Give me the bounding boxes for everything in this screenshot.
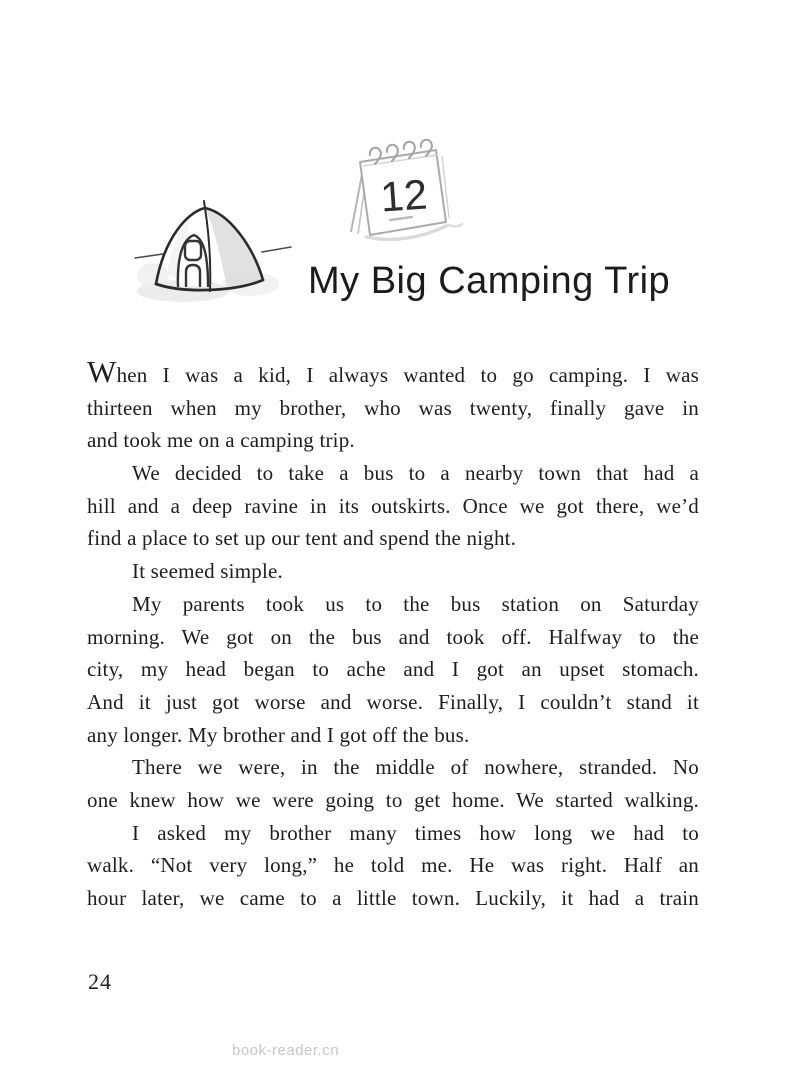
drop-cap: W (87, 359, 117, 389)
page-text (87, 359, 699, 915)
text-line: walk. “Not very long,” he told me. He was right. Half an (87, 853, 699, 878)
text-line: one knew how we were going to get home. We started walking. (87, 787, 699, 812)
text-line: When I was a kid, I always wanted to go camping. I was (87, 359, 699, 392)
text-line: I asked my brother many times how long we had to (132, 820, 699, 845)
text-line: city, my head began to ache and I got an upset stomach. (87, 657, 699, 682)
text-line: morning. We got on the bus and took off. Halfway to the (87, 624, 699, 649)
text-line: any longer. My brother and I got off the bus. (87, 722, 470, 747)
text-line: and took me on a camping trip. (87, 428, 355, 453)
tent-illustration (131, 194, 306, 309)
calendar-icon (336, 128, 471, 250)
text-line: It seemed simple. (132, 559, 283, 584)
text-line: There we were, in the middle of nowhere, stranded. No (132, 755, 699, 780)
text-line: thirteen when my brother, who was twenty, finally gave in (87, 395, 699, 420)
chapter-title: My Big Camping Trip (308, 260, 671, 302)
chapter-number: 12 (378, 170, 429, 221)
tent-icon (131, 194, 306, 309)
text-line: hour later, we came to a little town. Luckily, it had a train (87, 886, 699, 910)
text-line: And it just got worse and worse. Finally, I couldn’t stand it (87, 689, 699, 714)
text-line: My parents took us to the bus station on Saturday (132, 591, 699, 616)
page-number: 24 (88, 969, 112, 994)
chapter-calendar (336, 128, 471, 250)
watermark: book-reader.cn (232, 1042, 340, 1059)
text-line: hill and a deep ravine in its outskirts. Once we got there, we’d (87, 493, 699, 518)
text-line: We decided to take a bus to a nearby town that had a (132, 461, 699, 486)
text-line: find a place to set up our tent and spend the night. (87, 526, 517, 551)
